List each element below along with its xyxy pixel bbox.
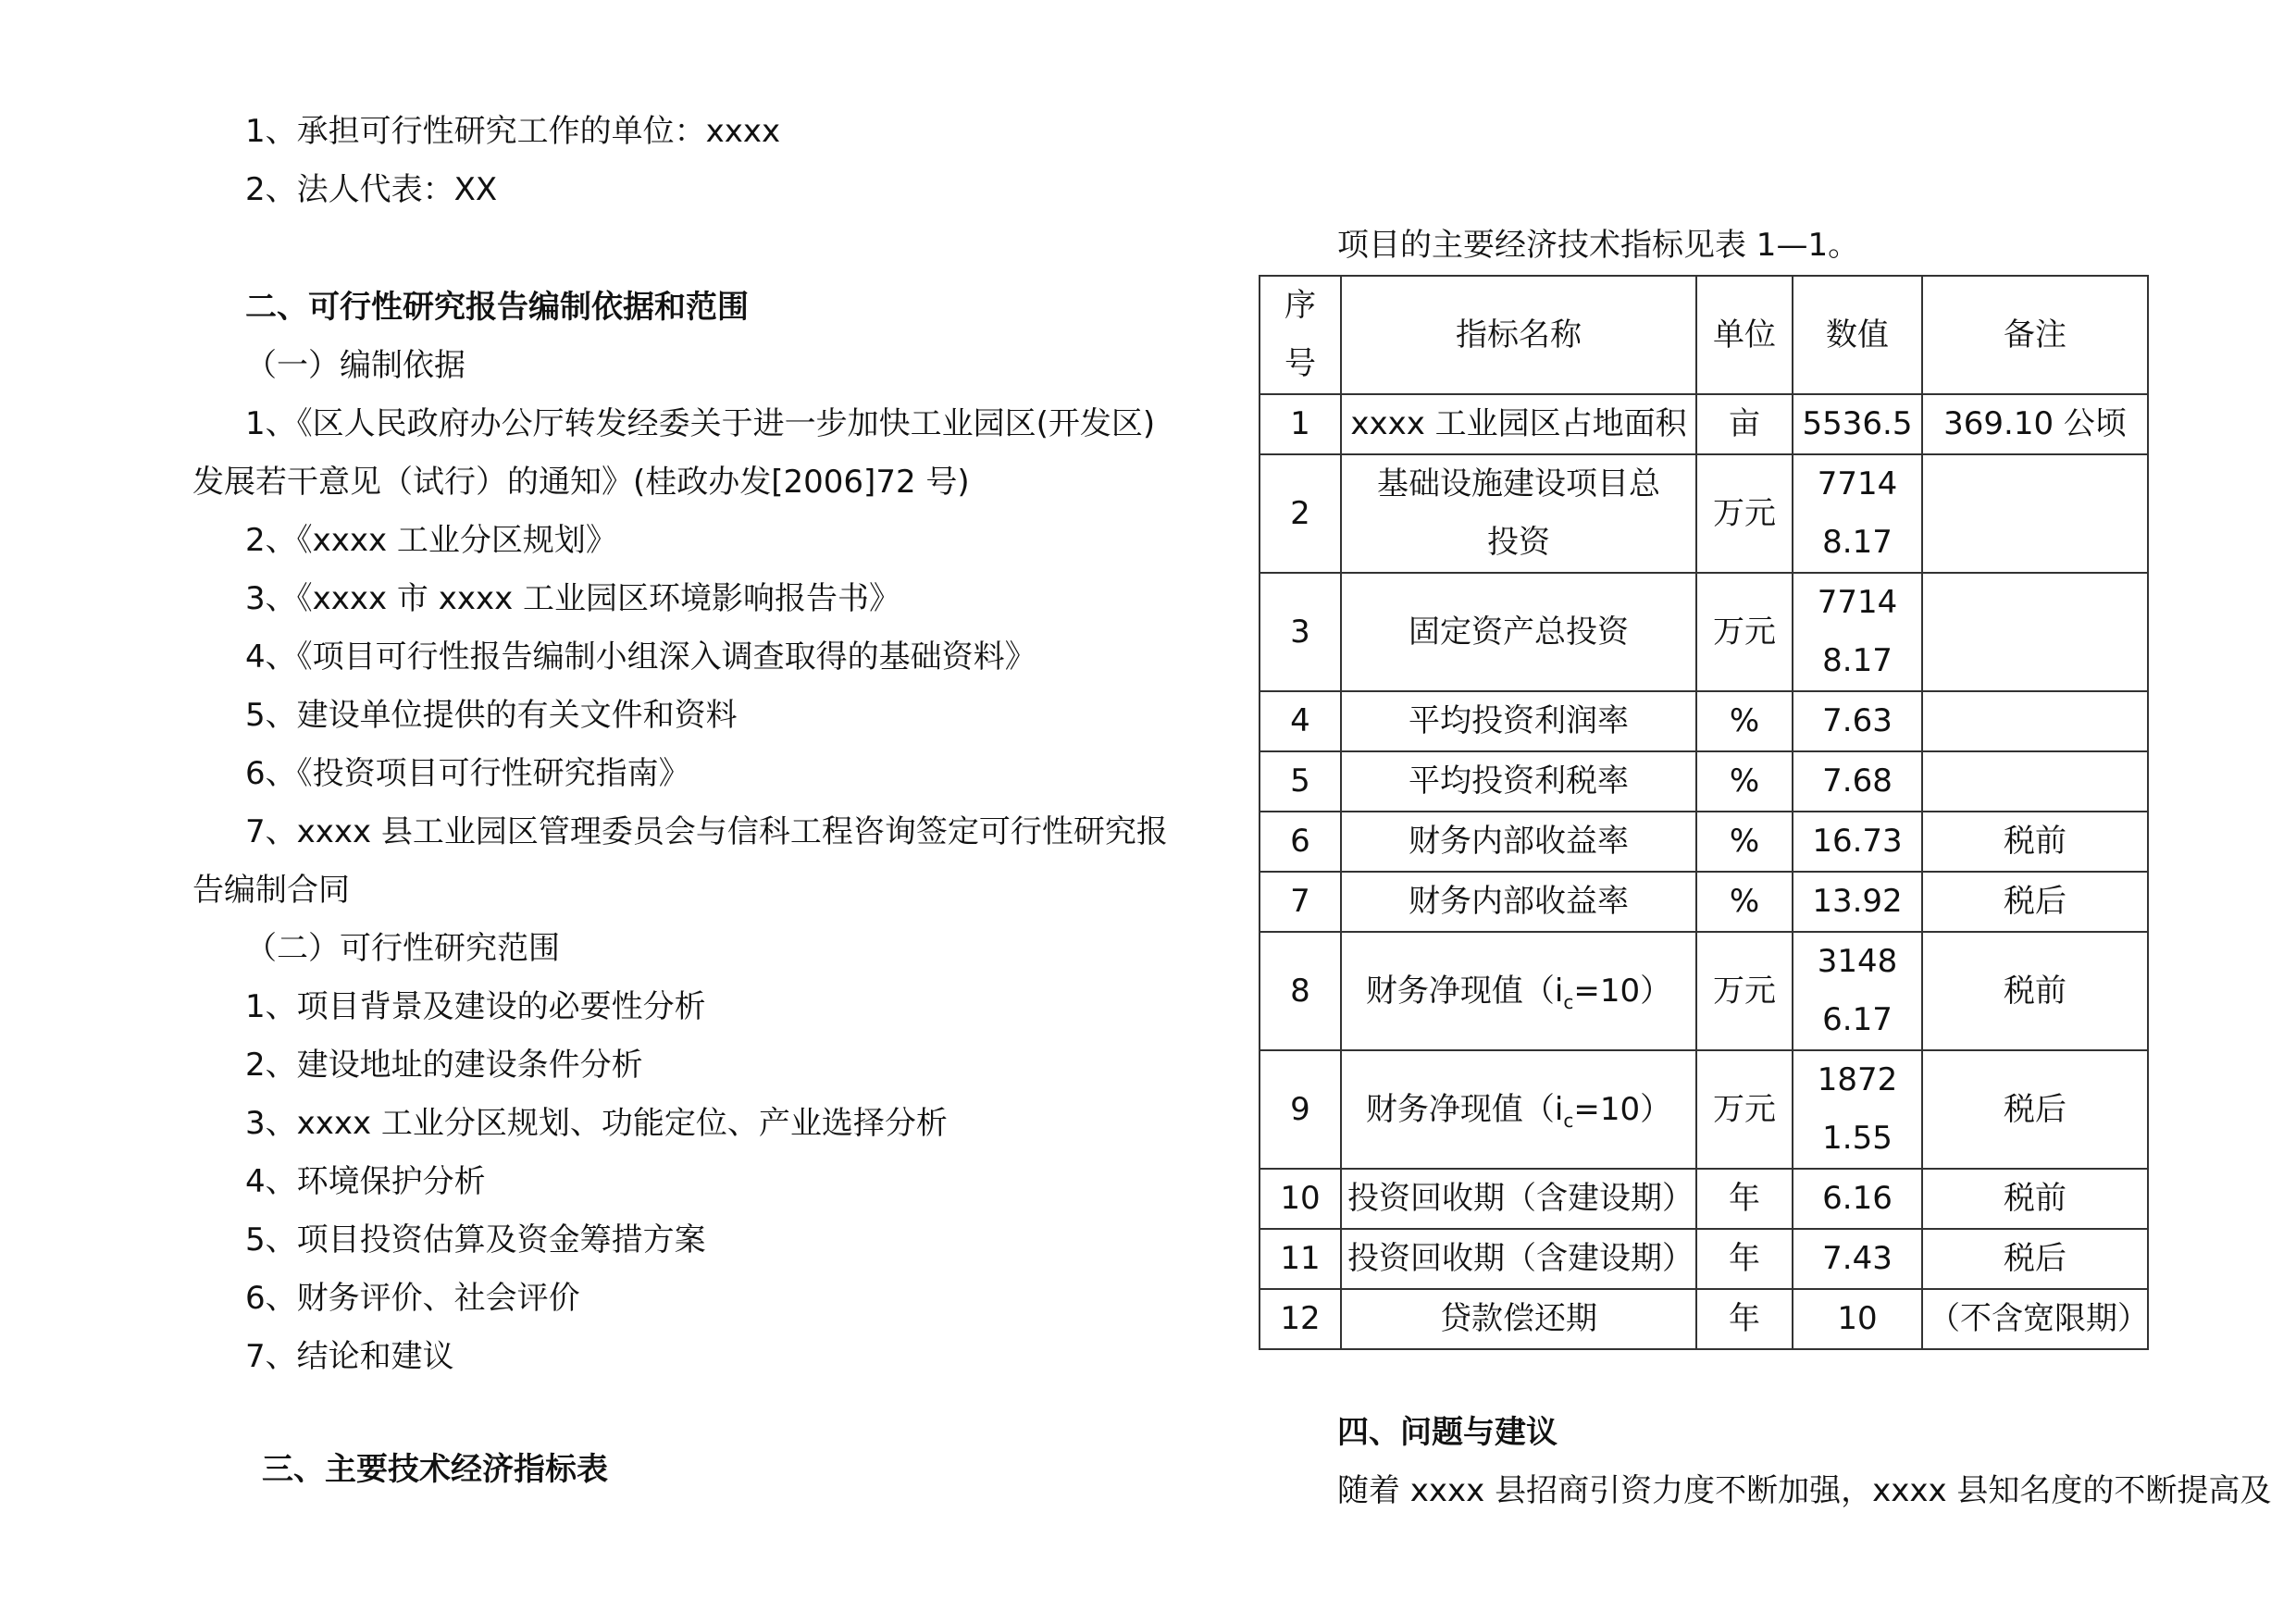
basis-item-4: 4、《项目可行性报告编制小组深入调查取得的基础资料》 [245,638,1036,676]
scope-item-5: 5、项目投资估算及资金筹措方案 [245,1221,706,1258]
basis-item-7: 7、xxxx 县工业园区管理委员会与信科工程咨询签定可行性研究报 [245,813,1168,850]
cell-unit: % [1696,812,1793,872]
cell-value: 7.63 [1793,691,1922,751]
cell-remark [1922,691,2148,751]
cell-seq: 12 [1260,1289,1341,1349]
basis-item-3: 3、《xxxx 市 xxxx 工业园区环境影响报告书》 [245,580,901,617]
table-row [1260,751,2148,812]
table-row [1260,573,2148,691]
scope-item-7: 7、结论和建议 [245,1338,454,1375]
cell-unit: 万元 [1696,573,1793,691]
cell-name: xxxx 工业园区占地面积 [1341,394,1696,454]
table-row [1260,691,2148,751]
cell-unit: 年 [1696,1169,1793,1229]
cell-remark [1922,751,2148,812]
header-seq: 序号 [1260,276,1341,394]
cell-name: 财务内部收益率 [1341,812,1696,872]
cell-unit: % [1696,691,1793,751]
scope-item-1: 1、项目背景及建设的必要性分析 [245,988,706,1025]
cell-name: 平均投资利润率 [1341,691,1696,751]
cell-value: 5536.5 [1793,394,1922,454]
cell-remark: 税后 [1922,1050,2148,1169]
cell-remark [1922,573,2148,691]
cell-name: 平均投资利税率 [1341,751,1696,812]
cell-value: 77148.17 [1793,454,1922,573]
cell-name: 基础设施建设项目总投资 [1341,454,1696,573]
basis-item-1: 1、《区人民政府办公厅转发经委关于进一步加快工业园区(开发区) [245,405,1156,442]
basis-item-5: 5、建设单位提供的有关文件和资料 [245,697,738,734]
cell-value: 77148.17 [1793,573,1922,691]
cell-remark: 税后 [1922,1229,2148,1289]
cell-remark: 369.10 公顷 [1922,394,2148,454]
npv-subscript: c [1563,990,1574,1013]
table-header-row [1260,276,2148,394]
cell-value: 18721.55 [1793,1050,1922,1169]
cell-value: 10 [1793,1289,1922,1349]
table-row [1260,394,2148,454]
cell-value: 31486.17 [1793,932,1922,1050]
cell-unit: 年 [1696,1229,1793,1289]
table-row [1260,1229,2148,1289]
cell-seq: 4 [1260,691,1341,751]
basis-item-6: 6、《投资项目可行性研究指南》 [245,755,690,792]
cell-name [1341,932,1696,1050]
cell-unit: 亩 [1696,394,1793,454]
cell-unit: 万元 [1696,454,1793,573]
cell-seq: 10 [1260,1169,1341,1229]
cell-name [1341,1050,1696,1169]
cell-remark: 税后 [1922,872,2148,932]
section-4-text: 随着 xxxx 县招商引资力度不断加强，xxxx 县知名度的不断提高及 [1337,1472,2272,1509]
cell-seq: 5 [1260,751,1341,812]
npv-label: 财务净现值（i [1365,1090,1564,1128]
cell-name: 贷款偿还期 [1341,1289,1696,1349]
table-row [1260,1289,2148,1349]
cell-value: 7.68 [1793,751,1922,812]
cell-remark: 税前 [1922,812,2148,872]
npv-label: 财务净现值（i [1365,972,1564,1010]
cell-value: 7.43 [1793,1229,1922,1289]
subsection-scope-heading: （二）可行性研究范围 [245,930,560,967]
cell-seq: 7 [1260,872,1341,932]
table-row [1260,872,2148,932]
basis-item-7-cont: 告编制合同 [192,872,350,909]
table-row [1260,454,2148,573]
cell-unit: 年 [1696,1289,1793,1349]
cell-unit: 万元 [1696,932,1793,1050]
cell-seq: 8 [1260,932,1341,1050]
cell-unit: 万元 [1696,1050,1793,1169]
cell-value: 16.73 [1793,812,1922,872]
table-row [1260,1169,2148,1229]
cell-seq: 1 [1260,394,1341,454]
basis-item-2: 2、《xxxx 工业分区规划》 [245,522,617,559]
npv-subscript: c [1563,1109,1574,1132]
cell-unit: % [1696,872,1793,932]
cell-remark: （不含宽限期） [1922,1289,2148,1349]
scope-item-4: 4、环境保护分析 [245,1163,486,1200]
cell-remark [1922,454,2148,573]
cell-seq: 2 [1260,454,1341,573]
npv-tail: =10） [1573,1090,1672,1128]
cell-seq: 9 [1260,1050,1341,1169]
cell-unit: % [1696,751,1793,812]
table-row [1260,812,2148,872]
header-unit: 单位 [1696,276,1793,394]
indicator-table [1259,275,2149,1350]
scope-item-3: 3、xxxx 工业分区规划、功能定位、产业选择分析 [245,1105,948,1142]
cell-name: 固定资产总投资 [1341,573,1696,691]
section-4-heading: 四、问题与建议 [1337,1414,1558,1451]
header-value: 数值 [1793,276,1922,394]
scope-item-6: 6、财务评价、社会评价 [245,1280,580,1317]
header-name: 指标名称 [1341,276,1696,394]
section-3-heading: 三、主要技术经济指标表 [262,1451,608,1488]
cell-name: 财务内部收益率 [1341,872,1696,932]
table-row [1260,932,2148,1050]
cell-seq: 6 [1260,812,1341,872]
table-intro: 项目的主要经济技术指标见表 1—1。 [1337,227,1860,264]
header-remark: 备注 [1922,276,2148,394]
cell-name: 投资回收期（含建设期） [1341,1169,1696,1229]
left-line-1: 1、承担可行性研究工作的单位：xxxx [245,113,781,150]
scope-item-2: 2、建设地址的建设条件分析 [245,1047,643,1084]
basis-item-1-cont: 发展若干意见（试行）的通知》(桂政办发[2006]72 号) [192,464,970,501]
subsection-basis-heading: （一）编制依据 [245,347,465,384]
cell-seq: 3 [1260,573,1341,691]
cell-value: 6.16 [1793,1169,1922,1229]
section-2-heading: 二、可行性研究报告编制依据和范围 [245,289,749,326]
cell-seq: 11 [1260,1229,1341,1289]
cell-value: 13.92 [1793,872,1922,932]
npv-tail: =10） [1573,972,1672,1010]
table-row [1260,1050,2148,1169]
cell-remark: 税前 [1922,1169,2148,1229]
left-line-2: 2、法人代表：XX [245,171,498,208]
cell-remark: 税前 [1922,932,2148,1050]
cell-name: 投资回收期（含建设期） [1341,1229,1696,1289]
